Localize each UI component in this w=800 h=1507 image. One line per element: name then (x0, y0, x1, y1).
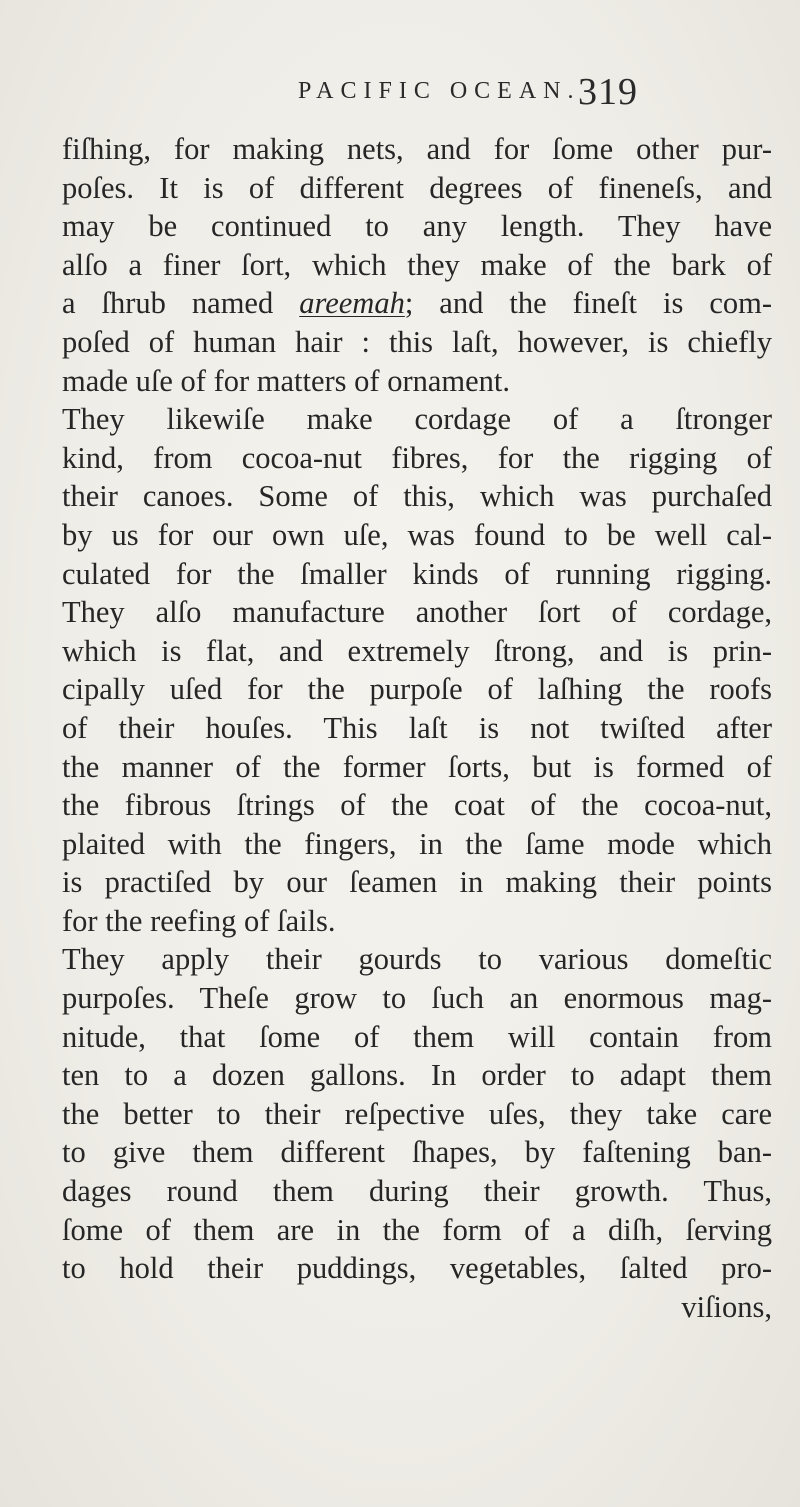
text-line: ſome of them are in the form of a diſh, ſerving (62, 1212, 772, 1247)
text-line: fiſhing, for making nets, and for ſome other pur- (62, 132, 772, 166)
text-line: viſions, (681, 1289, 772, 1324)
text-line: the fibrous ſtrings of the coat of the cocoa-nut, (62, 788, 772, 823)
text-line: for the reefing of ſails. (62, 903, 336, 938)
text-line: of their houſes. This laſt is not twiſted after (62, 710, 772, 745)
text-line: purpoſes. Theſe grow to ſuch an enormous mag- (62, 981, 772, 1016)
text-line: may be continued to any length. They have (62, 209, 772, 244)
page-number: 319 (578, 71, 638, 113)
text-line: is practiſed by our ſeamen in making their points (62, 865, 772, 900)
text-line: They apply their gourds to various domeſtic (62, 942, 772, 977)
text-segment: ; and the fineſt is com- (404, 286, 772, 321)
text-line: the better to their reſpective uſes, they take care (62, 1096, 772, 1131)
text-line: to hold their puddings, vegetables, ſalted pro- (62, 1251, 772, 1286)
text-line (62, 284, 772, 323)
text-line: nitude, that ſome of them will contain from (62, 1019, 772, 1054)
body-text (62, 130, 772, 1326)
text-line: to give them different ſhapes, by faſtening ban- (62, 1135, 772, 1170)
text-line: the manner of the former ſorts, but is formed of (62, 749, 772, 784)
text-line: their canoes. Some of this, which was purchaſed (62, 479, 772, 514)
text-line: which is flat, and extremely ſtrong, and is prin- (62, 633, 772, 668)
text-line: dages round them during their growth. Thus, (62, 1174, 772, 1209)
text-line: alſo a finer ſort, which they make of the bark of (62, 247, 772, 282)
text-line: They alſo manufacture another ſort of cordage, (62, 595, 772, 630)
text-line: culated for the ſmaller kinds of running rigging. (62, 556, 772, 591)
text-segment: a ſhrub named (62, 286, 300, 321)
text-line: poſed of human hair : this laſt, however, is chiefly (62, 324, 772, 359)
running-head (0, 70, 800, 120)
italic-term: areemah (299, 286, 405, 321)
text-line: plaited with the fingers, in the ſame mode which (62, 826, 772, 861)
text-line: poſes. It is of different degrees of fineneſs, and (62, 170, 772, 205)
text-line: by us for our own uſe, was found to be well cal- (62, 517, 772, 552)
text-line: ten to a dozen gallons. In order to adapt them (62, 1058, 772, 1093)
text-line: kind, from cocoa-nut fibres, for the rigging of (62, 440, 772, 475)
text-line: cipally uſed for the purpoſe of laſhing the roofs (62, 672, 772, 707)
text-line: They likewiſe make cordage of a ſtronger (62, 402, 772, 437)
text-line: made uſe of for matters of ornament. (62, 363, 511, 398)
running-head-title: PACIFIC OCEAN. (298, 78, 581, 104)
